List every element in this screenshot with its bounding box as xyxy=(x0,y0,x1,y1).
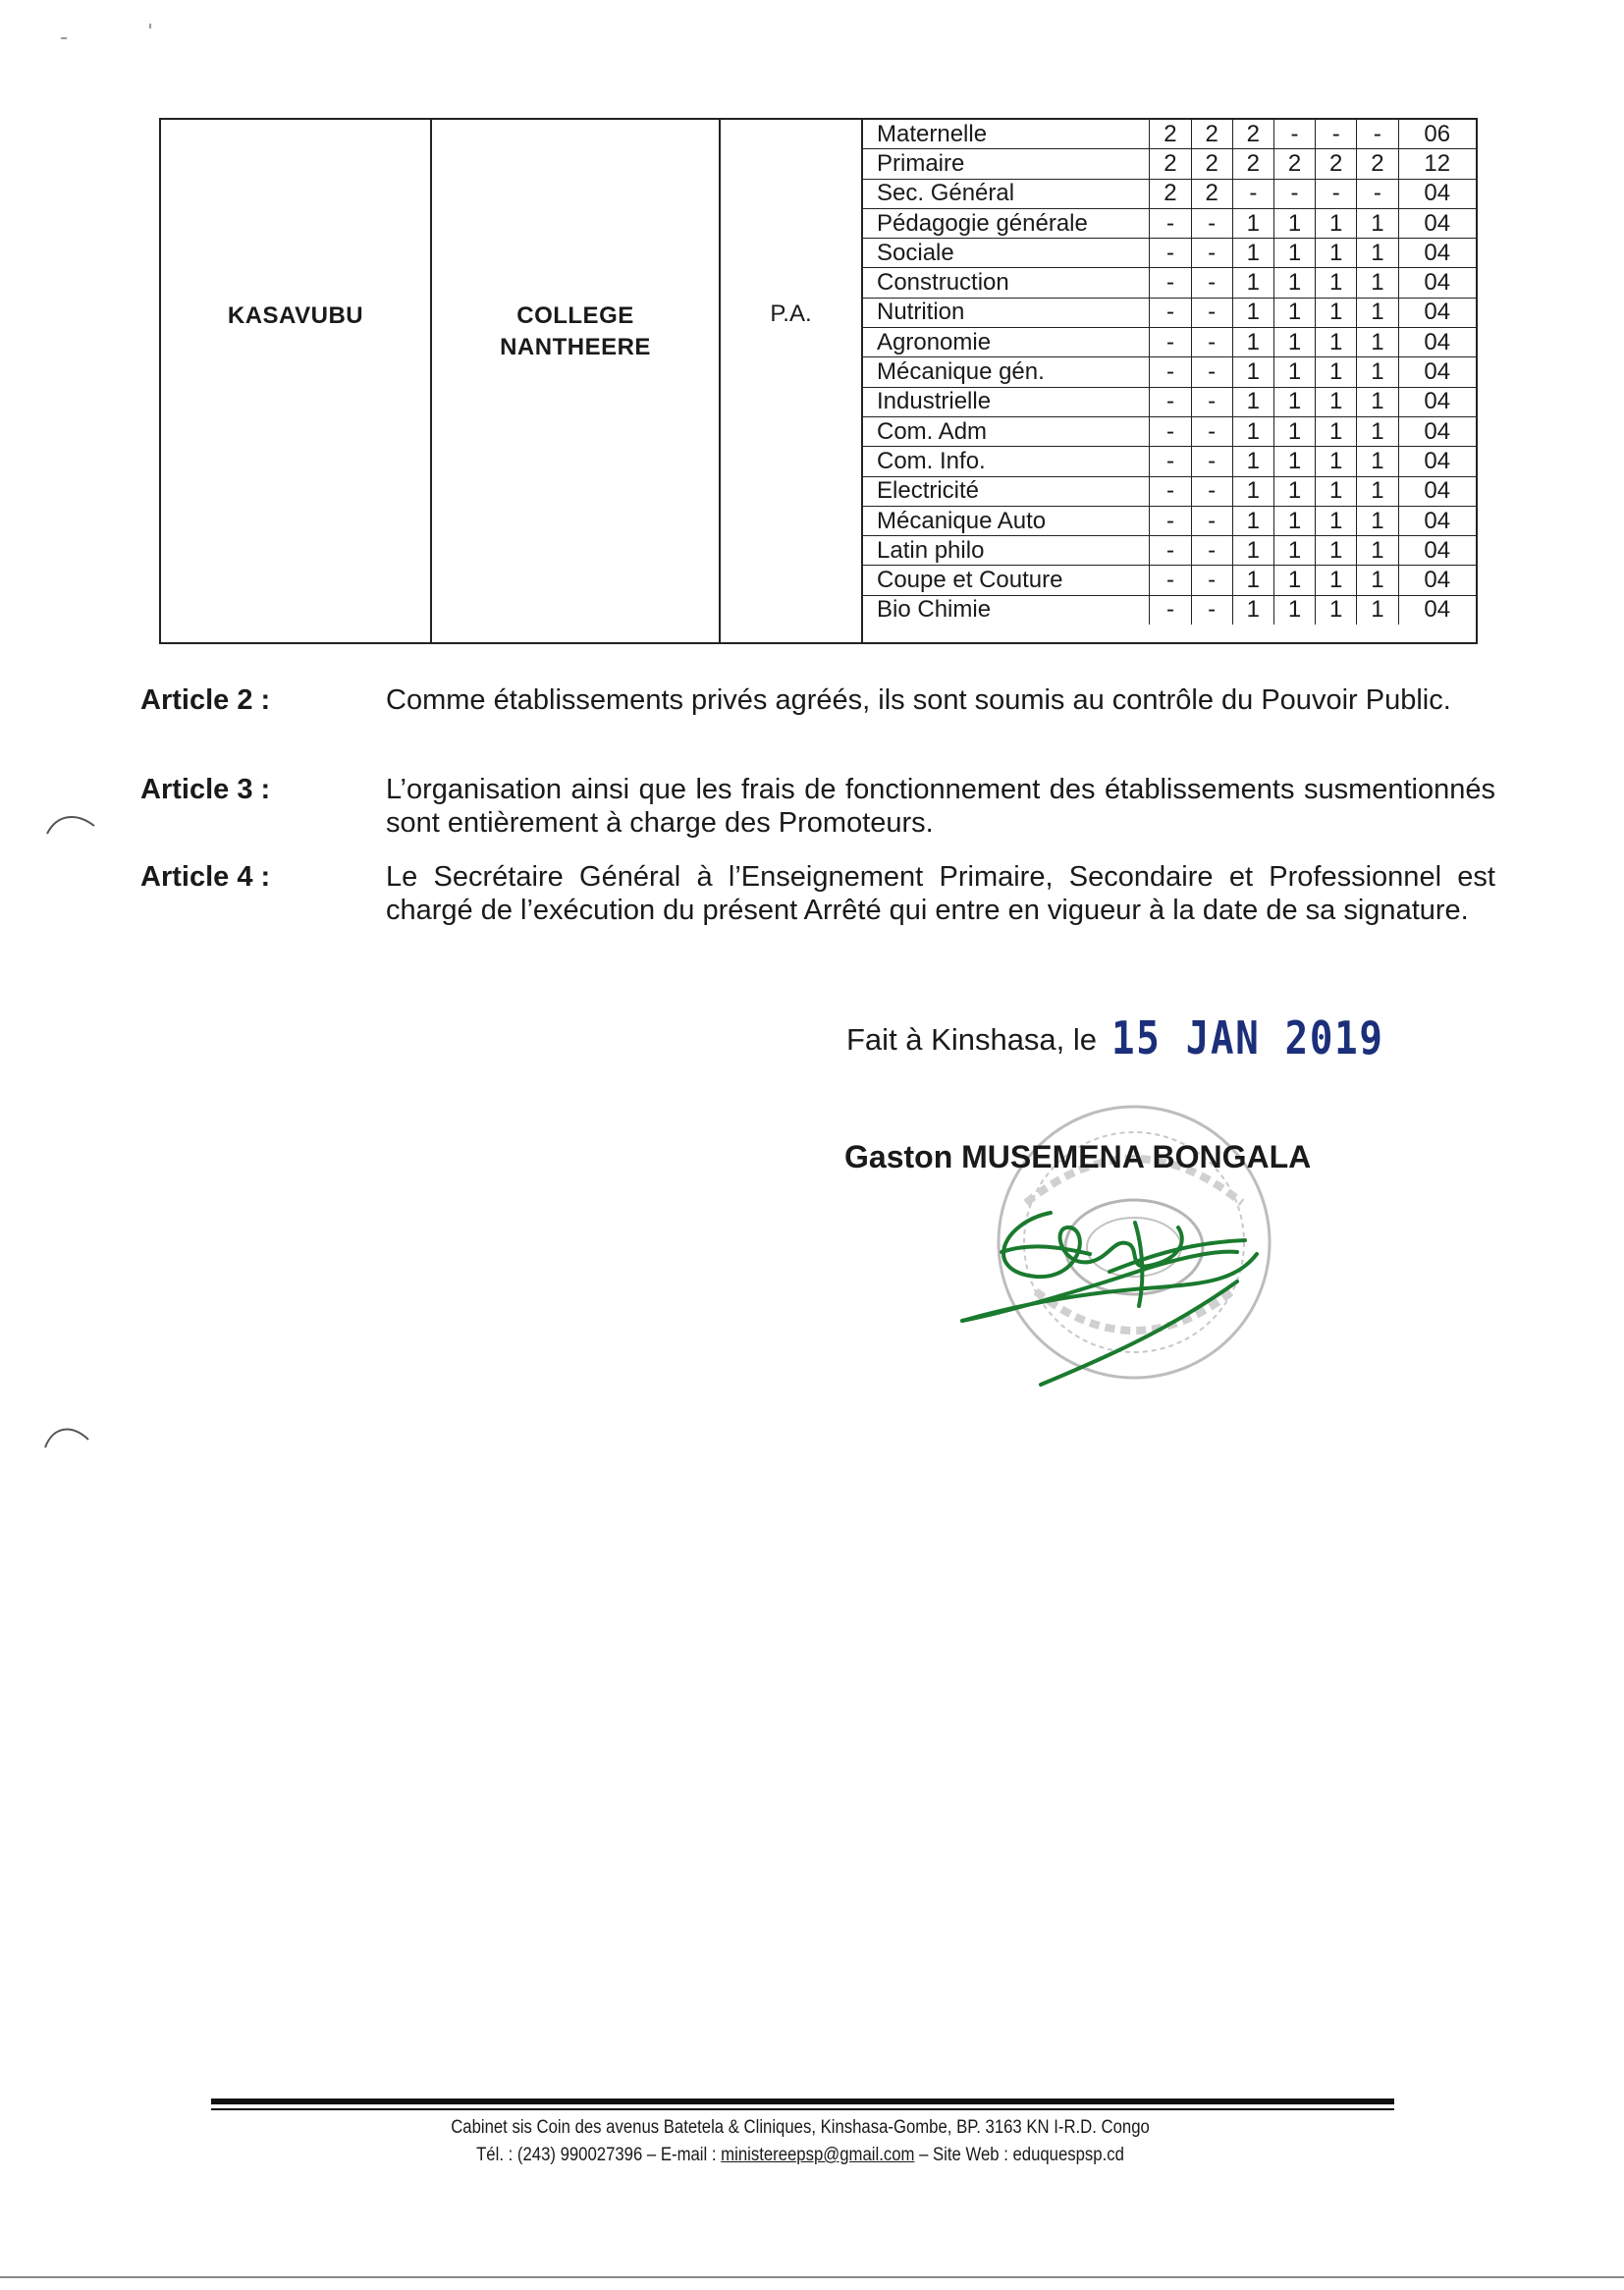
class-count-cell: - xyxy=(1191,566,1232,595)
class-count-cell: - xyxy=(1191,208,1232,238)
total-cell: 04 xyxy=(1398,298,1476,327)
class-count-cell: 2 xyxy=(1150,179,1191,208)
class-count-cell: 1 xyxy=(1273,566,1315,595)
class-count-cell: 1 xyxy=(1357,566,1398,595)
class-count-cell: 1 xyxy=(1357,506,1398,535)
total-cell: 04 xyxy=(1398,416,1476,446)
class-count-cell: 1 xyxy=(1316,387,1357,416)
class-count-cell: 1 xyxy=(1232,506,1273,535)
punch-hole-mark xyxy=(39,1414,98,1453)
class-count-cell: - xyxy=(1150,387,1191,416)
punch-hole-mark xyxy=(43,800,102,840)
place-prefix: Fait à Kinshasa, le xyxy=(846,1022,1098,1057)
article-label: Article 3 : xyxy=(140,774,271,805)
table-row xyxy=(863,506,1476,535)
class-count-cell: 1 xyxy=(1316,536,1357,566)
total-cell: 04 xyxy=(1398,239,1476,268)
class-count-cell: - xyxy=(1357,120,1398,149)
class-count-cell: 1 xyxy=(1232,239,1273,268)
class-count-cell: - xyxy=(1150,239,1191,268)
option-name: Industrielle xyxy=(863,387,1150,416)
class-count-cell: 1 xyxy=(1273,416,1315,446)
table-row xyxy=(863,536,1476,566)
regime-value: P.A. xyxy=(770,300,812,327)
table-row xyxy=(863,239,1476,268)
option-name: Com. Adm xyxy=(863,416,1150,446)
option-name: Mécanique Auto xyxy=(863,506,1150,535)
regime-cell xyxy=(720,119,862,643)
total-cell: 04 xyxy=(1398,268,1476,298)
class-count-cell: - xyxy=(1191,536,1232,566)
footer-email-link[interactable]: ministereepsp@gmail.com xyxy=(721,2145,915,2165)
class-count-cell: 1 xyxy=(1232,357,1273,387)
option-name: Maternelle xyxy=(863,120,1150,149)
article-4 xyxy=(140,860,1495,927)
class-count-cell: - xyxy=(1150,298,1191,327)
class-count-cell: - xyxy=(1191,476,1232,506)
options-table xyxy=(863,120,1476,625)
footer-line2 xyxy=(355,2142,1245,2169)
class-count-cell: 1 xyxy=(1232,208,1273,238)
date-stamp: 15 JAN 2019 xyxy=(1110,1011,1384,1064)
class-count-cell: 2 xyxy=(1191,149,1232,179)
class-count-cell: 1 xyxy=(1232,566,1273,595)
class-count-cell: 1 xyxy=(1357,595,1398,625)
article-text: L’organisation ainsi que les frais de fonctionnement des établissements susmentionnés sont entièrement à charge des Promoteurs. xyxy=(386,774,1495,839)
class-count-cell: - xyxy=(1191,506,1232,535)
class-count-cell: 1 xyxy=(1273,328,1315,357)
class-count-cell: 1 xyxy=(1357,239,1398,268)
class-count-cell: 2 xyxy=(1273,149,1315,179)
footer-rule xyxy=(211,2099,1394,2104)
class-count-cell: 1 xyxy=(1232,298,1273,327)
class-count-cell: 2 xyxy=(1357,149,1398,179)
class-count-cell: - xyxy=(1191,328,1232,357)
class-count-cell: 2 xyxy=(1316,149,1357,179)
class-count-cell: - xyxy=(1316,179,1357,208)
class-count-cell: 1 xyxy=(1357,476,1398,506)
class-count-cell: 1 xyxy=(1232,476,1273,506)
class-count-cell: 1 xyxy=(1316,328,1357,357)
footer-line1: Cabinet sis Coin des avenus Batetela & Cliniques, Kinshasa-Gombe, BP. 3163 KN I-R.D. Congo xyxy=(451,2117,1150,2138)
class-count-cell: 2 xyxy=(1232,149,1273,179)
class-count-cell: - xyxy=(1191,268,1232,298)
class-count-cell: 1 xyxy=(1232,595,1273,625)
class-count-cell: 1 xyxy=(1273,506,1315,535)
class-count-cell: - xyxy=(1150,357,1191,387)
class-count-cell: - xyxy=(1191,239,1232,268)
table-row xyxy=(863,179,1476,208)
class-count-cell: 1 xyxy=(1273,536,1315,566)
class-count-cell: - xyxy=(1150,536,1191,566)
table-row xyxy=(863,120,1476,149)
class-count-cell: 1 xyxy=(1273,387,1315,416)
table-row xyxy=(863,566,1476,595)
article-label: Article 2 : xyxy=(140,684,271,716)
options-cell xyxy=(862,119,1477,643)
footer-rule xyxy=(211,2108,1394,2110)
class-count-cell: 1 xyxy=(1316,476,1357,506)
table-row xyxy=(863,447,1476,476)
class-count-cell: 1 xyxy=(1357,298,1398,327)
article-text: Comme établissements privés agréés, ils sont soumis au contrôle du Pouvoir Public. xyxy=(386,684,1451,716)
table-row xyxy=(863,268,1476,298)
total-cell: 04 xyxy=(1398,536,1476,566)
article-3 xyxy=(140,773,1495,840)
class-count-cell: - xyxy=(1357,179,1398,208)
school-cell xyxy=(431,119,720,643)
class-count-cell: - xyxy=(1316,120,1357,149)
class-count-cell: 1 xyxy=(1273,357,1315,387)
total-cell: 04 xyxy=(1398,208,1476,238)
table-row xyxy=(863,357,1476,387)
footer-address xyxy=(355,2114,1245,2169)
class-count-cell: 1 xyxy=(1357,536,1398,566)
total-cell: 04 xyxy=(1398,566,1476,595)
class-count-cell: - xyxy=(1191,595,1232,625)
class-count-cell: 1 xyxy=(1357,387,1398,416)
class-count-cell: 1 xyxy=(1273,268,1315,298)
class-count-cell: - xyxy=(1191,416,1232,446)
class-count-cell: - xyxy=(1150,447,1191,476)
option-name: Coupe et Couture xyxy=(863,566,1150,595)
option-name: Pédagogie générale xyxy=(863,208,1150,238)
option-name: Agronomie xyxy=(863,328,1150,357)
total-cell: 04 xyxy=(1398,179,1476,208)
article-2 xyxy=(140,683,1495,717)
school-name-line2: NANTHEERE xyxy=(500,334,651,360)
scan-speck xyxy=(61,37,67,39)
class-count-cell: - xyxy=(1150,328,1191,357)
total-cell: 06 xyxy=(1398,120,1476,149)
option-name: Primaire xyxy=(863,149,1150,179)
class-count-cell: 1 xyxy=(1316,298,1357,327)
option-name: Electricité xyxy=(863,476,1150,506)
class-count-cell: - xyxy=(1273,179,1315,208)
signatory-name: Gaston MUSEMENA BONGALA xyxy=(844,1139,1312,1174)
class-count-cell: - xyxy=(1191,387,1232,416)
option-name: Latin philo xyxy=(863,536,1150,566)
class-count-cell: - xyxy=(1150,476,1191,506)
class-count-cell: 1 xyxy=(1316,506,1357,535)
option-name: Bio Chimie xyxy=(863,595,1150,625)
article-text: Le Secrétaire Général à l’Enseignement Primaire, Secondaire et Professionnel est chargé de l’exécution du présent Arrêté qui entre en vigueur à la date de sa signature. xyxy=(386,861,1495,926)
table-row xyxy=(863,208,1476,238)
class-count-cell: 1 xyxy=(1273,595,1315,625)
class-count-cell: 1 xyxy=(1357,328,1398,357)
total-cell: 04 xyxy=(1398,328,1476,357)
total-cell: 04 xyxy=(1398,387,1476,416)
class-count-cell: 1 xyxy=(1232,268,1273,298)
commune-name: KASAVUBU xyxy=(227,302,364,329)
class-count-cell: 2 xyxy=(1150,149,1191,179)
table-row xyxy=(863,387,1476,416)
class-count-cell: 1 xyxy=(1357,416,1398,446)
class-count-cell: - xyxy=(1273,120,1315,149)
total-cell: 04 xyxy=(1398,506,1476,535)
class-count-cell: 1 xyxy=(1316,357,1357,387)
class-count-cell: 1 xyxy=(1232,387,1273,416)
class-count-cell: 1 xyxy=(1273,447,1315,476)
class-count-cell: - xyxy=(1150,566,1191,595)
class-count-cell: 2 xyxy=(1232,120,1273,149)
class-count-cell: 1 xyxy=(1316,239,1357,268)
handwritten-signature xyxy=(943,1193,1276,1390)
commune-cell xyxy=(160,119,431,643)
class-count-cell: 1 xyxy=(1273,239,1315,268)
class-count-cell: 1 xyxy=(1273,298,1315,327)
approval-table xyxy=(159,118,1478,644)
class-count-cell: 1 xyxy=(1357,447,1398,476)
option-name: Nutrition xyxy=(863,298,1150,327)
class-count-cell: 1 xyxy=(1316,416,1357,446)
class-count-cell: - xyxy=(1150,416,1191,446)
class-count-cell: 1 xyxy=(1273,476,1315,506)
total-cell: 04 xyxy=(1398,447,1476,476)
class-count-cell: 1 xyxy=(1357,357,1398,387)
footer-site: – Site Web : eduquespsp.cd xyxy=(914,2145,1124,2165)
place-date-line xyxy=(846,1011,1432,1064)
option-name: Sec. Général xyxy=(863,179,1150,208)
class-count-cell: 1 xyxy=(1232,416,1273,446)
table-row xyxy=(863,416,1476,446)
scan-speck xyxy=(149,24,151,28)
option-name: Sociale xyxy=(863,239,1150,268)
class-count-cell: - xyxy=(1150,268,1191,298)
footer-tel: Tél. : (243) 990027396 – E-mail : xyxy=(476,2145,722,2165)
table-row xyxy=(863,298,1476,327)
scan-bottom-edge xyxy=(0,2276,1624,2278)
class-count-cell: 1 xyxy=(1357,208,1398,238)
school-name-line1: COLLEGE xyxy=(516,302,634,329)
total-cell: 04 xyxy=(1398,476,1476,506)
total-cell: 04 xyxy=(1398,595,1476,625)
total-cell: 12 xyxy=(1398,149,1476,179)
class-count-cell: 2 xyxy=(1150,120,1191,149)
class-count-cell: - xyxy=(1232,179,1273,208)
class-count-cell: 1 xyxy=(1232,328,1273,357)
class-count-cell: 1 xyxy=(1232,536,1273,566)
option-name: Mécanique gén. xyxy=(863,357,1150,387)
class-count-cell: 1 xyxy=(1316,566,1357,595)
class-count-cell: - xyxy=(1150,506,1191,535)
class-count-cell: - xyxy=(1191,447,1232,476)
table-row xyxy=(863,149,1476,179)
table-row xyxy=(863,595,1476,625)
class-count-cell: 1 xyxy=(1232,447,1273,476)
table-row xyxy=(863,476,1476,506)
article-label: Article 4 : xyxy=(140,861,271,893)
class-count-cell: 1 xyxy=(1316,447,1357,476)
class-count-cell: - xyxy=(1191,357,1232,387)
class-count-cell: 1 xyxy=(1316,268,1357,298)
class-count-cell: 2 xyxy=(1191,179,1232,208)
class-count-cell: 1 xyxy=(1357,268,1398,298)
option-name: Construction xyxy=(863,268,1150,298)
class-count-cell: 1 xyxy=(1316,595,1357,625)
option-name: Com. Info. xyxy=(863,447,1150,476)
total-cell: 04 xyxy=(1398,357,1476,387)
class-count-cell: - xyxy=(1150,595,1191,625)
class-count-cell: 1 xyxy=(1316,208,1357,238)
class-count-cell: 1 xyxy=(1273,208,1315,238)
class-count-cell: - xyxy=(1150,208,1191,238)
table-row xyxy=(863,328,1476,357)
class-count-cell: 2 xyxy=(1191,120,1232,149)
class-count-cell: - xyxy=(1191,298,1232,327)
